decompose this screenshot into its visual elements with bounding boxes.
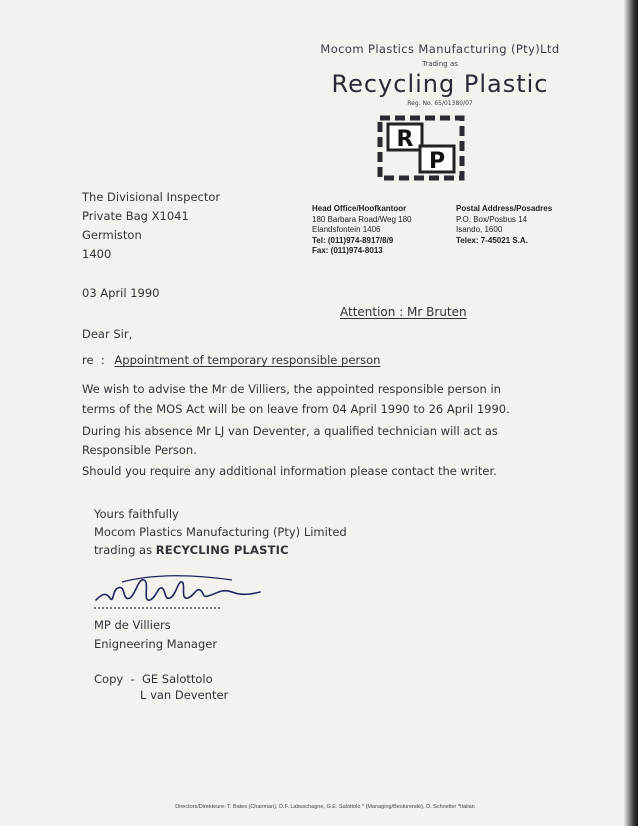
body-paragraph-2 (82, 422, 602, 460)
copy-line1: Copy - GE Salottolo (94, 672, 213, 686)
head-office-line1: 180 Barbara Road/Weg 180 (312, 214, 412, 224)
body-p1-line2: terms of the MOS Act will be on leave from 04 April 1990 to 26 April 1990. (82, 402, 510, 416)
closing-line2: Mocom Plastics Manufacturing (Pty) Limited (94, 525, 347, 539)
subject-prefix: re : (82, 353, 105, 367)
body-p1-line1: We wish to advise the Mr de Villiers, the appointed responsible person in (82, 382, 501, 396)
rp-logo (366, 110, 476, 186)
closing-block (94, 505, 347, 559)
head-office-tel: Tel: (011)974-8917/8/9 (312, 235, 394, 245)
postal-address-block (456, 204, 596, 246)
body-paragraph-3: Should you require any additional information please contact the writer. (82, 464, 497, 478)
company-name: Mocom Plastics Manufacturing (Pty)Ltd (320, 42, 560, 56)
body-p2-line1: During his absence Mr LJ van Deventer, a qualified technician will act as (82, 424, 498, 438)
salutation: Dear Sir, (82, 327, 133, 341)
body-paragraph-1 (82, 379, 602, 419)
attention-line: Attention : Mr Bruten (340, 305, 467, 319)
head-office-line2: Elandsfontein 1406 (312, 225, 381, 234)
trading-as-label: Trading as (422, 60, 458, 68)
closing-line3 (94, 541, 347, 559)
head-office-title: Head Office/Hoofkantoor (312, 204, 407, 213)
recipient-line1: The Divisional Inspector (82, 190, 221, 204)
letter-date: 03 April 1990 (82, 286, 160, 300)
recipient-line3: Germiston (82, 228, 142, 242)
subject-text: Appointment of temporary responsible person (114, 353, 381, 367)
closing-trading-as: trading as (94, 543, 153, 557)
recipient-line2: Private Bag X1041 (82, 209, 189, 223)
handwritten-signature (92, 568, 272, 618)
recipient-address (82, 188, 220, 264)
postal-telex: Telex: 7-45021 S.A. (456, 235, 528, 245)
postal-title: Postal Address/Posadres (456, 204, 553, 213)
svg-text:R: R (396, 127, 414, 152)
head-office-block (312, 204, 442, 257)
registration-number: Reg. No. 65/01380/07 (407, 100, 473, 107)
head-office-fax: Fax: (011)974-8013 (312, 246, 383, 255)
recipient-line4: 1400 (82, 247, 112, 261)
closing-line1: Yours faithfully (94, 507, 179, 521)
copy-block (94, 671, 228, 703)
brand-name: Recycling Plastic (331, 70, 549, 98)
postal-line2: Isando, 1600 (456, 225, 503, 234)
closing-brand: RECYCLING PLASTIC (155, 543, 289, 557)
copy-line2: L van Deventer (140, 688, 229, 702)
signatory-name: MP de Villiers (94, 618, 171, 632)
postal-line1: P.O. Box/Posbus 14 (456, 214, 528, 224)
page-edge-shadow (624, 0, 638, 826)
signatory-title: Enigneering Manager (94, 637, 218, 651)
subject-line (82, 353, 380, 368)
directors-footer: Directors/Direkteure: T. Bates (Chairman), D.F. Labuschagne, G.E. Salottolo * (Managing/Besturende), D. Schnetler *Italian (175, 804, 475, 810)
body-p2-line2: Responsible Person. (82, 443, 197, 457)
signatory-block (94, 616, 217, 654)
svg-text:P: P (428, 149, 446, 174)
